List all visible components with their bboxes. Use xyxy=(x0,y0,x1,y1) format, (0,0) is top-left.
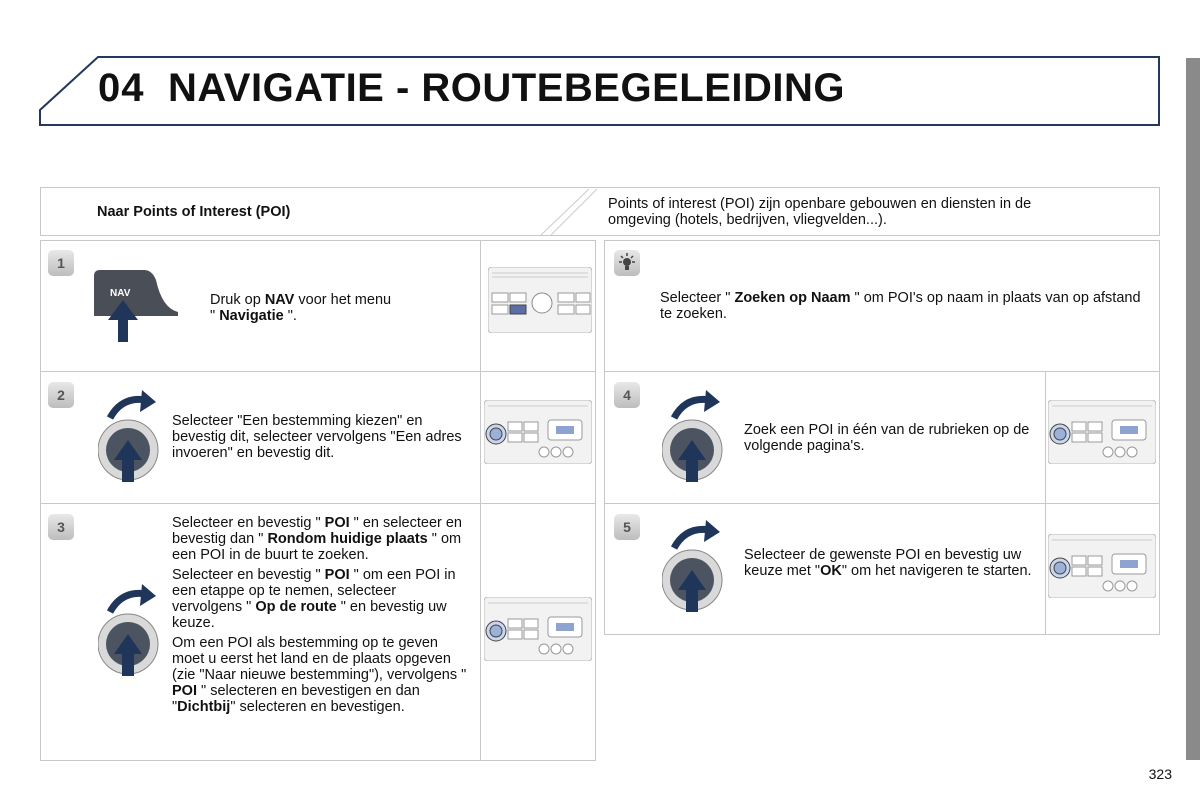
step-4-radio-panel xyxy=(1045,372,1159,503)
tip-b1: Zoeken op Naam xyxy=(734,290,851,306)
page-number: 323 xyxy=(1148,766,1172,782)
header-slash xyxy=(531,188,601,236)
tip-p2: " om POI's op naam in plaats van op afstand te zoeken. xyxy=(660,290,1141,322)
s3-c1: Selecteer en bevestig " xyxy=(172,567,325,583)
step-2-text: Selecteer "Een bestemming kiezen" en bevestig dit, selecteer vervolgens "Een adres invoeren" en bevestig dit. xyxy=(172,413,462,461)
step-1-radio-panel xyxy=(480,241,595,371)
s1-p4: ". xyxy=(283,308,297,324)
s3-a3: " en selecteer en bevestig dan " xyxy=(172,515,462,547)
s3-c3: " om een POI in een etappe op te nemen, selecteer vervolgens " xyxy=(172,567,456,615)
s3-d3: " selecteren en bevestigen en dan " xyxy=(172,683,420,715)
step-1-text xyxy=(210,292,460,324)
s3-a4: Rondom huidige plaats xyxy=(267,531,428,547)
section-title: Naar Points of Interest (POI) xyxy=(97,204,291,220)
s5-p2: " om het navigeren te starten. xyxy=(841,563,1032,579)
step-3-para-d xyxy=(172,635,468,715)
step-3-radio-panel xyxy=(480,504,595,760)
rotate-knob-icon xyxy=(98,390,160,486)
page-title: NAVIGATIE - ROUTEBEGELEIDING xyxy=(168,66,845,110)
step-5-radio-panel xyxy=(1045,504,1159,634)
step-3-para-c xyxy=(172,567,468,631)
lightbulb-icon xyxy=(614,250,640,276)
section-intro: Points of interest (POI) zijn openbare gebouwen en diensten in de omgeving (hotels, bedrijven, vliegvelden...). xyxy=(608,196,1032,228)
radio-front-knob-icon xyxy=(484,597,592,661)
chapter-number: 04 xyxy=(98,66,145,110)
step-2-radio-panel xyxy=(480,372,595,503)
s3-c4: Op de route xyxy=(255,599,337,615)
step-3-badge: 3 xyxy=(48,514,74,540)
s3-d1: Om een POI als bestemming op te geven moet u eerst het land en de plaats opgeven (zie "Naar nieuwe bestemming"), vervolgens " xyxy=(172,635,467,683)
step-2-badge: 2 xyxy=(48,382,74,408)
rotate-knob-icon xyxy=(98,584,160,680)
s3-d4: Dichtbij xyxy=(177,699,231,715)
s1-p1: Druk op xyxy=(210,292,265,308)
chapter-tab xyxy=(1186,58,1200,760)
rotate-knob-icon xyxy=(662,390,724,486)
s5-p1: Selecteer de gewenste POI en bevestig uw keuze met " xyxy=(744,547,1022,579)
s3-d5: " selecteren en bevestigen. xyxy=(230,699,405,715)
step-1-badge: 1 xyxy=(48,250,74,276)
s3-a1: Selecteer en bevestig " xyxy=(172,515,325,531)
rotate-knob-icon xyxy=(662,520,724,616)
step-4-badge: 4 xyxy=(614,382,640,408)
s3-c2: POI xyxy=(324,567,350,583)
radio-front-nav-icon xyxy=(488,267,592,333)
s1-p3: " xyxy=(210,308,220,324)
step-5-text xyxy=(744,547,1034,579)
step-3-para-a xyxy=(172,515,468,563)
s1-b2: Navigatie xyxy=(219,308,284,324)
step-3-text xyxy=(172,515,468,715)
tip-p1: Selecteer " xyxy=(660,290,735,306)
s1-p2: voor het menu xyxy=(294,292,392,308)
s3-a5: " om een POI in de buurt te zoeken. xyxy=(172,531,462,563)
radio-front-knob-icon xyxy=(1048,400,1156,464)
step-4-text: Zoek een POI in één van de rubrieken op de volgende pagina's. xyxy=(744,422,1030,454)
s3-c5: " en bevestig uw keuze. xyxy=(172,599,447,631)
s3-d2: POI xyxy=(172,683,197,699)
radio-front-knob-icon xyxy=(1048,534,1156,598)
press-arrow-icon xyxy=(108,300,138,342)
s5-b1: OK xyxy=(820,563,842,579)
step-5-badge: 5 xyxy=(614,514,640,540)
nav-button-label: NAV xyxy=(110,288,131,299)
s1-b1: NAV xyxy=(264,292,295,308)
tip-text xyxy=(660,290,1150,322)
s3-a2: POI xyxy=(324,515,350,531)
radio-front-knob-icon xyxy=(484,400,592,464)
tip-badge xyxy=(614,250,640,276)
